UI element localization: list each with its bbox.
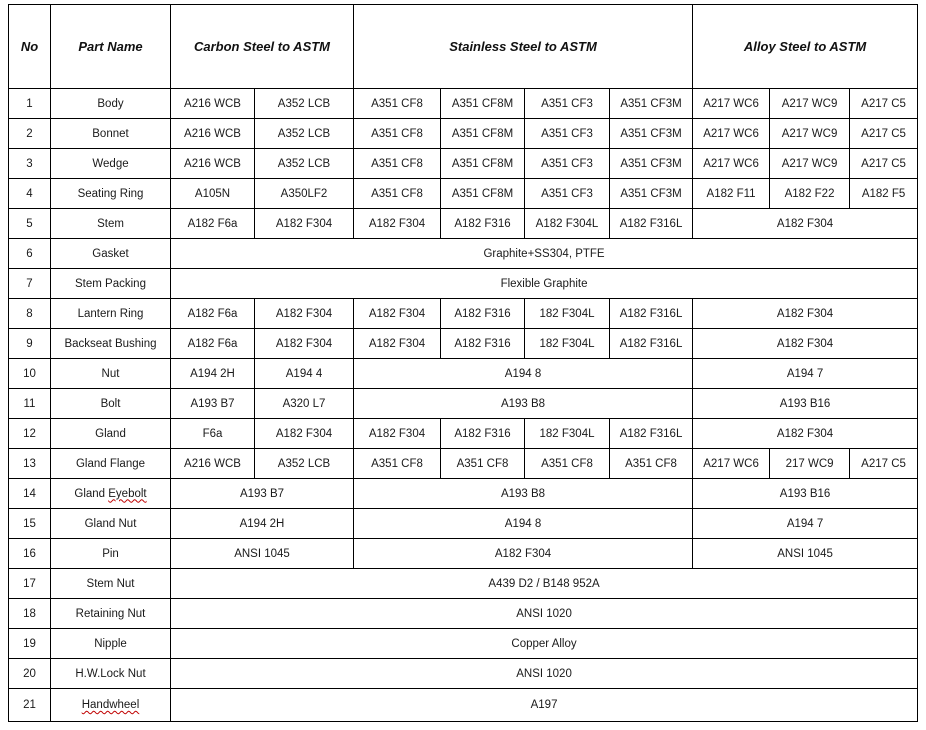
material-alloy: A217 WC6 <box>693 119 770 149</box>
row-number: 3 <box>9 149 51 179</box>
material-stainless: A182 F316 <box>441 419 525 449</box>
table-row <box>9 209 918 239</box>
row-number: 8 <box>9 299 51 329</box>
material-carbon: A194 2H <box>171 509 354 539</box>
part-name <box>51 689 171 722</box>
material-stainless: A351 CF8 <box>354 449 441 479</box>
material-stainless: A351 CF3 <box>525 119 610 149</box>
material-stainless: A351 CF8 <box>525 449 610 479</box>
material-alloy: A193 B16 <box>693 479 918 509</box>
material-all-grades: A439 D2 / B148 952A <box>171 569 918 599</box>
row-number: 5 <box>9 209 51 239</box>
material-stainless: 182 F304L <box>525 329 610 359</box>
table-row <box>9 629 918 659</box>
part-name: Bonnet <box>51 119 171 149</box>
material-carbon: A352 LCB <box>255 119 354 149</box>
table-row <box>9 239 918 269</box>
material-stainless: A194 8 <box>354 509 693 539</box>
table-row <box>9 389 918 419</box>
material-stainless: A182 F304 <box>354 329 441 359</box>
row-number: 21 <box>9 689 51 722</box>
material-carbon: A182 F304 <box>255 419 354 449</box>
part-name: Gland Flange <box>51 449 171 479</box>
material-carbon: A352 LCB <box>255 149 354 179</box>
material-alloy: A217 C5 <box>850 119 918 149</box>
material-carbon: A194 4 <box>255 359 354 389</box>
material-alloy: A182 F304 <box>693 329 918 359</box>
material-carbon: A182 F6a <box>171 209 255 239</box>
material-stainless: A351 CF3M <box>610 179 693 209</box>
material-carbon: A182 F304 <box>255 299 354 329</box>
material-all-grades: Copper Alloy <box>171 629 918 659</box>
material-stainless: A351 CF8 <box>610 449 693 479</box>
material-stainless: A182 F304 <box>354 419 441 449</box>
material-all-grades: ANSI 1020 <box>171 659 918 689</box>
material-stainless: A351 CF8 <box>354 179 441 209</box>
table-row <box>9 269 918 299</box>
material-carbon: A320 L7 <box>255 389 354 419</box>
material-stainless: A351 CF3 <box>525 89 610 119</box>
row-number: 14 <box>9 479 51 509</box>
part-name: Gasket <box>51 239 171 269</box>
part-name: Stem <box>51 209 171 239</box>
material-alloy: A217 WC6 <box>693 449 770 479</box>
row-number: 6 <box>9 239 51 269</box>
row-number: 1 <box>9 89 51 119</box>
material-alloy: A217 C5 <box>850 89 918 119</box>
material-carbon: A216 WCB <box>171 89 255 119</box>
material-stainless: A182 F304 <box>354 299 441 329</box>
material-alloy: A182 F22 <box>770 179 850 209</box>
part-name: Gland <box>51 419 171 449</box>
material-carbon: A105N <box>171 179 255 209</box>
material-stainless: A351 CF3M <box>610 149 693 179</box>
material-alloy: A217 C5 <box>850 149 918 179</box>
material-stainless: A351 CF8M <box>441 89 525 119</box>
material-carbon: A182 F6a <box>171 329 255 359</box>
material-carbon: A352 LCB <box>255 89 354 119</box>
row-number: 19 <box>9 629 51 659</box>
header-alloy-steel: Alloy Steel to ASTM <box>693 5 918 89</box>
header-stainless-steel: Stainless Steel to ASTM <box>354 5 693 89</box>
material-alloy: A182 F304 <box>693 299 918 329</box>
material-carbon: A216 WCB <box>171 119 255 149</box>
row-number: 9 <box>9 329 51 359</box>
material-carbon: A193 B7 <box>171 389 255 419</box>
part-name: Nipple <box>51 629 171 659</box>
material-carbon: A350LF2 <box>255 179 354 209</box>
part-name: Stem Packing <box>51 269 171 299</box>
header-no: No <box>9 5 51 89</box>
material-stainless: A182 F316L <box>610 209 693 239</box>
material-stainless: A182 F316L <box>610 299 693 329</box>
part-name: Wedge <box>51 149 171 179</box>
material-all-grades: Graphite+SS304, PTFE <box>171 239 918 269</box>
row-number: 4 <box>9 179 51 209</box>
material-stainless: A182 F316L <box>610 419 693 449</box>
material-carbon: ANSI 1045 <box>171 539 354 569</box>
table-row <box>9 689 918 722</box>
table-row <box>9 179 918 209</box>
material-stainless: A193 B8 <box>354 389 693 419</box>
part-name: Seating Ring <box>51 179 171 209</box>
row-number: 11 <box>9 389 51 419</box>
header-carbon-steel: Carbon Steel to ASTM <box>171 5 354 89</box>
material-carbon: A216 WCB <box>171 449 255 479</box>
material-stainless: A351 CF8 <box>354 89 441 119</box>
material-stainless: A182 F304 <box>354 209 441 239</box>
row-number: 15 <box>9 509 51 539</box>
table-row <box>9 659 918 689</box>
row-number: 2 <box>9 119 51 149</box>
row-number: 18 <box>9 599 51 629</box>
material-all-grades: A197 <box>171 689 918 722</box>
material-stainless: A351 CF8M <box>441 119 525 149</box>
row-number: 10 <box>9 359 51 389</box>
material-stainless: A351 CF8 <box>441 449 525 479</box>
material-stainless: A182 F304 <box>354 539 693 569</box>
material-stainless: A193 B8 <box>354 479 693 509</box>
materials-table <box>8 4 918 722</box>
material-alloy: A217 WC9 <box>770 119 850 149</box>
material-stainless: A351 CF3 <box>525 149 610 179</box>
table-row <box>9 119 918 149</box>
material-stainless: A182 F316L <box>610 329 693 359</box>
table-row <box>9 479 918 509</box>
material-carbon: F6a <box>171 419 255 449</box>
table-row <box>9 89 918 119</box>
row-number: 17 <box>9 569 51 599</box>
spellcheck-underlined-word: Eyebolt <box>108 487 147 500</box>
row-number: 12 <box>9 419 51 449</box>
material-stainless: A194 8 <box>354 359 693 389</box>
material-carbon: A216 WCB <box>171 149 255 179</box>
material-carbon: A194 2H <box>171 359 255 389</box>
material-all-grades: ANSI 1020 <box>171 599 918 629</box>
material-alloy: A182 F5 <box>850 179 918 209</box>
material-carbon: A182 F304 <box>255 329 354 359</box>
part-name: H.W.Lock Nut <box>51 659 171 689</box>
material-alloy: A182 F11 <box>693 179 770 209</box>
row-number: 7 <box>9 269 51 299</box>
table-row <box>9 299 918 329</box>
table-row <box>9 569 918 599</box>
material-stainless: A351 CF8M <box>441 149 525 179</box>
part-name: Body <box>51 89 171 119</box>
material-alloy: A217 WC6 <box>693 149 770 179</box>
table-row <box>9 149 918 179</box>
part-name: Lantern Ring <box>51 299 171 329</box>
table-row <box>9 419 918 449</box>
material-alloy: A217 WC9 <box>770 89 850 119</box>
material-stainless: A182 F304L <box>525 209 610 239</box>
material-carbon: A182 F304 <box>255 209 354 239</box>
part-name: Retaining Nut <box>51 599 171 629</box>
material-alloy: A193 B16 <box>693 389 918 419</box>
material-alloy: A217 C5 <box>850 449 918 479</box>
part-name: Stem Nut <box>51 569 171 599</box>
material-alloy: A182 F304 <box>693 419 918 449</box>
table-row <box>9 329 918 359</box>
part-name: Pin <box>51 539 171 569</box>
material-alloy: 217 WC9 <box>770 449 850 479</box>
spellcheck-underlined-word: Handwheel <box>81 699 140 711</box>
material-stainless: 182 F304L <box>525 299 610 329</box>
material-alloy: A194 7 <box>693 359 918 389</box>
material-stainless: A351 CF8 <box>354 119 441 149</box>
material-carbon: A352 LCB <box>255 449 354 479</box>
material-stainless: A182 F316 <box>441 299 525 329</box>
table-row <box>9 539 918 569</box>
header-part-name: Part Name <box>51 5 171 89</box>
part-name: Nut <box>51 359 171 389</box>
material-stainless: A351 CF3M <box>610 119 693 149</box>
table-row <box>9 449 918 479</box>
part-name: Bolt <box>51 389 171 419</box>
material-alloy: A217 WC9 <box>770 149 850 179</box>
part-name: Backseat Bushing <box>51 329 171 359</box>
material-stainless: 182 F304L <box>525 419 610 449</box>
table-row <box>9 509 918 539</box>
part-name: Gland Nut <box>51 509 171 539</box>
material-all-grades: Flexible Graphite <box>171 269 918 299</box>
row-number: 13 <box>9 449 51 479</box>
material-alloy: A194 7 <box>693 509 918 539</box>
material-alloy: A217 WC6 <box>693 89 770 119</box>
material-stainless: A351 CF3 <box>525 179 610 209</box>
table-row <box>9 599 918 629</box>
part-name: Gland Eyebolt <box>51 479 171 509</box>
material-stainless: A351 CF8M <box>441 179 525 209</box>
row-number: 20 <box>9 659 51 689</box>
material-stainless: A351 CF8 <box>354 149 441 179</box>
header-row <box>9 5 918 89</box>
material-alloy: ANSI 1045 <box>693 539 918 569</box>
row-number: 16 <box>9 539 51 569</box>
material-alloy: A182 F304 <box>693 209 918 239</box>
material-stainless: A182 F316 <box>441 209 525 239</box>
material-carbon: A193 B7 <box>171 479 354 509</box>
material-stainless: A351 CF3M <box>610 89 693 119</box>
material-carbon: A182 F6a <box>171 299 255 329</box>
material-stainless: A182 F316 <box>441 329 525 359</box>
table-row <box>9 359 918 389</box>
